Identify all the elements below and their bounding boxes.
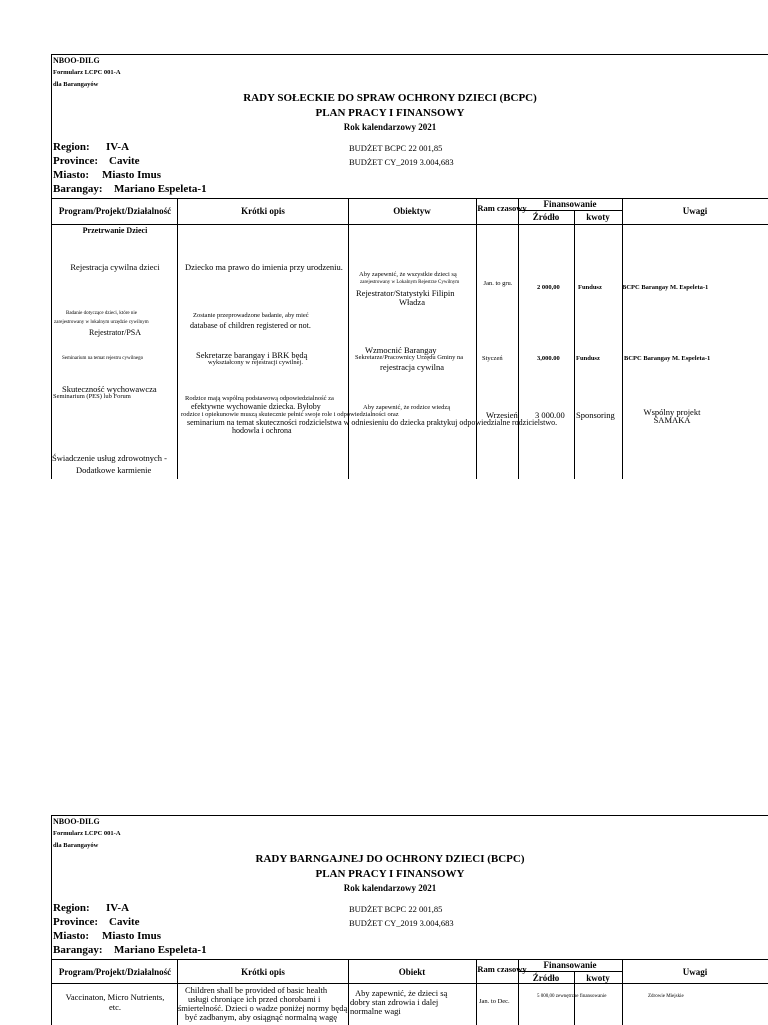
- document-page-1: [51, 54, 768, 479]
- cy-budget: BUDŻET CY_2019 3.004,683: [349, 918, 454, 928]
- for-whom: dla Barangayów: [53, 81, 99, 88]
- header-financing: Finansowanie: [543, 960, 597, 970]
- province-label: Province:: [53, 155, 99, 167]
- objective-cell: normalne wagi: [350, 1006, 401, 1016]
- amount-cell: 2 000,00: [537, 284, 560, 291]
- form-number: Formularz LCPC 001-A: [53, 69, 121, 76]
- table-header-bottom-border: [52, 983, 768, 984]
- program-cell: Skuteczność wychowawcza: [62, 384, 157, 394]
- document-title: RADY SOŁECKIE DO SPRAW OCHRONY DZIECI (BCPC): [243, 92, 537, 104]
- desc-cell: być zadbanym, aby osiągnąć normalną wagę: [185, 1012, 337, 1022]
- province-value: Cavite: [109, 916, 140, 928]
- header-program: Program/Projekt/Działalność: [58, 206, 172, 216]
- header-financing: Finansowanie: [543, 199, 597, 209]
- amount-cell: 3,000.00: [537, 355, 560, 362]
- desc-cell: Children shall be provided of basic health: [185, 985, 328, 995]
- col-divider: [177, 198, 178, 479]
- desc-cell: śmiertelność. Dzieci o wadze poniżej normy będą: [178, 1003, 348, 1013]
- financing-divider: [518, 971, 622, 972]
- region-label: Region:: [53, 902, 90, 914]
- objective-cell: Wzmocnić Barangay: [365, 345, 437, 355]
- form-number: Formularz LCPC 001-A: [53, 830, 121, 837]
- desc-cell: Sekretarze barangay i BRK będą: [196, 350, 308, 360]
- barangay-label: Barangay:: [53, 944, 103, 956]
- desc-cell: Rodzice mają wspólną podstawową odpowiedzialność za: [185, 395, 334, 402]
- col-divider: [348, 198, 349, 479]
- province-value: Cavite: [109, 155, 140, 167]
- document-title: RADY BARNGAJNEJ DO OCHRONY DZIECI (BCPC): [255, 853, 525, 865]
- source-cell: Fundusz: [578, 284, 602, 291]
- header-source: Źródło: [532, 212, 560, 222]
- program-cell: Badanie dotyczące dzieci, które nie: [66, 311, 137, 316]
- header-objective: Obiekt: [398, 967, 426, 977]
- amount-cell: 5 000,00 zewnętrzne finansowanie: [537, 994, 607, 999]
- timeframe-cell: Styczeń: [482, 355, 503, 362]
- source-cell: Fundusz: [576, 355, 600, 362]
- program-cell: Rejestracja cywilna dzieci: [70, 262, 160, 272]
- bcpc-budget: BUDŻET BCPC 22 001,85: [349, 143, 443, 153]
- region-value: IV-A: [106, 902, 130, 914]
- objective-cell: Rejestrator/Statystyki Filipin: [356, 288, 455, 298]
- document-subtitle: PLAN PRACY I FINANSOWY: [315, 107, 465, 119]
- header-desc: Krótki opis: [241, 967, 285, 977]
- document-page-2: [51, 815, 768, 1025]
- remarks-cell: Wspólny projekt: [643, 407, 701, 417]
- program-cell: Seminarium (PES) lub Forum: [53, 393, 131, 400]
- objective-cell: Aby zapewnić, że rodzice wiedzą: [363, 404, 451, 411]
- province-label: Province:: [53, 916, 99, 928]
- calendar-year: Rok kalendarzowy 2021: [343, 883, 437, 893]
- barangay-value: Mariano Espeleta-1: [114, 183, 207, 195]
- objective-cell: Władza: [399, 297, 425, 307]
- city-value: Miasto Imus: [102, 930, 161, 942]
- program-cell: Seminarium na temat rejestru cywilnego: [62, 356, 144, 361]
- financing-divider: [518, 210, 622, 211]
- program-cell: Vaccinaton, Micro Nutrients,: [65, 992, 165, 1002]
- col-divider: [574, 210, 575, 479]
- objective-cell: Sekretarze/Pracownicy Urzędu Gminy na: [355, 354, 464, 361]
- org-name: NBOO-DILG: [53, 56, 100, 65]
- city-label: Miasto:: [53, 169, 90, 181]
- program-cell: zarejestrowany w lokalnym urzędzie cywilnym: [54, 320, 149, 325]
- desc-cell: rodzice i opiekunowie muszą skutecznie pełnić swoje role i odpowiedzialności oraz: [181, 411, 399, 418]
- header-time: Ram czasowy: [477, 964, 527, 974]
- region-label: Region:: [53, 141, 90, 153]
- objective-cell: Aby zapewnić, że dzieci są: [355, 988, 448, 998]
- desc-cell: efektywne wychowanie dziecka. Byłoby: [191, 402, 321, 411]
- city-label: Miasto:: [53, 930, 90, 942]
- program-cell: Dodatkowe karmienie: [76, 465, 152, 475]
- header-source: Źródło: [532, 973, 560, 983]
- col-divider: [518, 198, 519, 479]
- timeframe-cell: Wrzesień: [486, 410, 518, 420]
- desc-cell: Zostanie przeprowadzone badanie, aby mieć: [193, 312, 309, 319]
- desc-cell: wykształcony w rejestracji cywilnej.: [208, 359, 303, 366]
- objective-cell: Aby zapewnić, że wszystkie dzieci są: [359, 271, 457, 278]
- desc-cell: database of children registered or not.: [190, 321, 311, 330]
- amount-cell: 3 000.00: [535, 410, 565, 420]
- header-program: Program/Projekt/Działalność: [58, 967, 172, 977]
- calendar-year: Rok kalendarzowy 2021: [343, 122, 437, 132]
- header-objective: Obiektyw: [393, 206, 431, 216]
- desc-cell: seminarium na temat skuteczności rodzicielstwa w odniesieniu do dziecka praktykuj odpowiedzialne rodzicielstwo.: [187, 418, 558, 427]
- desc-cell: Dziecko ma prawo do imienia przy urodzeniu.: [185, 262, 343, 272]
- remarks-cell: BCPC Barangay M. Espeleta-1: [624, 355, 711, 362]
- remarks-cell: SAMAKA: [653, 415, 691, 425]
- col-divider: [622, 198, 623, 479]
- table-top-border: [52, 198, 768, 199]
- header-time: Ram czasowy: [477, 203, 527, 213]
- program-cell: etc.: [108, 1002, 122, 1012]
- table-top-border: [52, 959, 768, 960]
- org-name: NBOO-DILG: [53, 817, 100, 826]
- barangay-label: Barangay:: [53, 183, 103, 195]
- desc-cell: usługi chroniące ich przed chorobami i: [188, 994, 321, 1004]
- for-whom: dla Barangayów: [53, 842, 99, 849]
- barangay-value: Mariano Espeleta-1: [114, 944, 207, 956]
- program-cell: Rejestrator/PSA: [89, 328, 141, 337]
- timeframe-cell: Jan. to Dec.: [479, 998, 510, 1005]
- header-remarks: Uwagi: [682, 967, 708, 977]
- city-value: Miasto Imus: [102, 169, 161, 181]
- table-header-bottom-border: [52, 224, 768, 225]
- program-cell: Świadczenie usług zdrowotnych -: [52, 453, 167, 463]
- header-amount: kwoty: [586, 212, 610, 222]
- header-remarks: Uwagi: [682, 206, 708, 216]
- objective-cell: rejestracja cywilna: [380, 362, 444, 372]
- remarks-cell: BCPC Barangay M. Espeleta-1: [622, 284, 709, 291]
- region-value: IV-A: [106, 141, 130, 153]
- objective-cell: zarejestrowany w Lokalnym Rejestrze Cywilnym: [360, 280, 460, 285]
- bcpc-budget: BUDŻET BCPC 22 001,85: [349, 904, 443, 914]
- document-subtitle: PLAN PRACY I FINANSOWY: [315, 868, 465, 880]
- desc-cell: hodowla i ochrona: [232, 426, 292, 435]
- header-desc: Krótki opis: [241, 206, 285, 216]
- header-amount: kwoty: [586, 973, 610, 983]
- cy-budget: BUDŻET CY_2019 3.004,683: [349, 157, 454, 167]
- remarks-cell: Zdrowie Miejskie: [648, 994, 684, 999]
- col-divider: [476, 198, 477, 479]
- section-heading: Przetrwanie Dzieci: [82, 226, 148, 235]
- objective-cell: dobry stan zdrowia i dalej: [350, 997, 439, 1007]
- source-cell: Sponsoring: [576, 410, 615, 420]
- timeframe-cell: Jan. to gru.: [483, 280, 513, 287]
